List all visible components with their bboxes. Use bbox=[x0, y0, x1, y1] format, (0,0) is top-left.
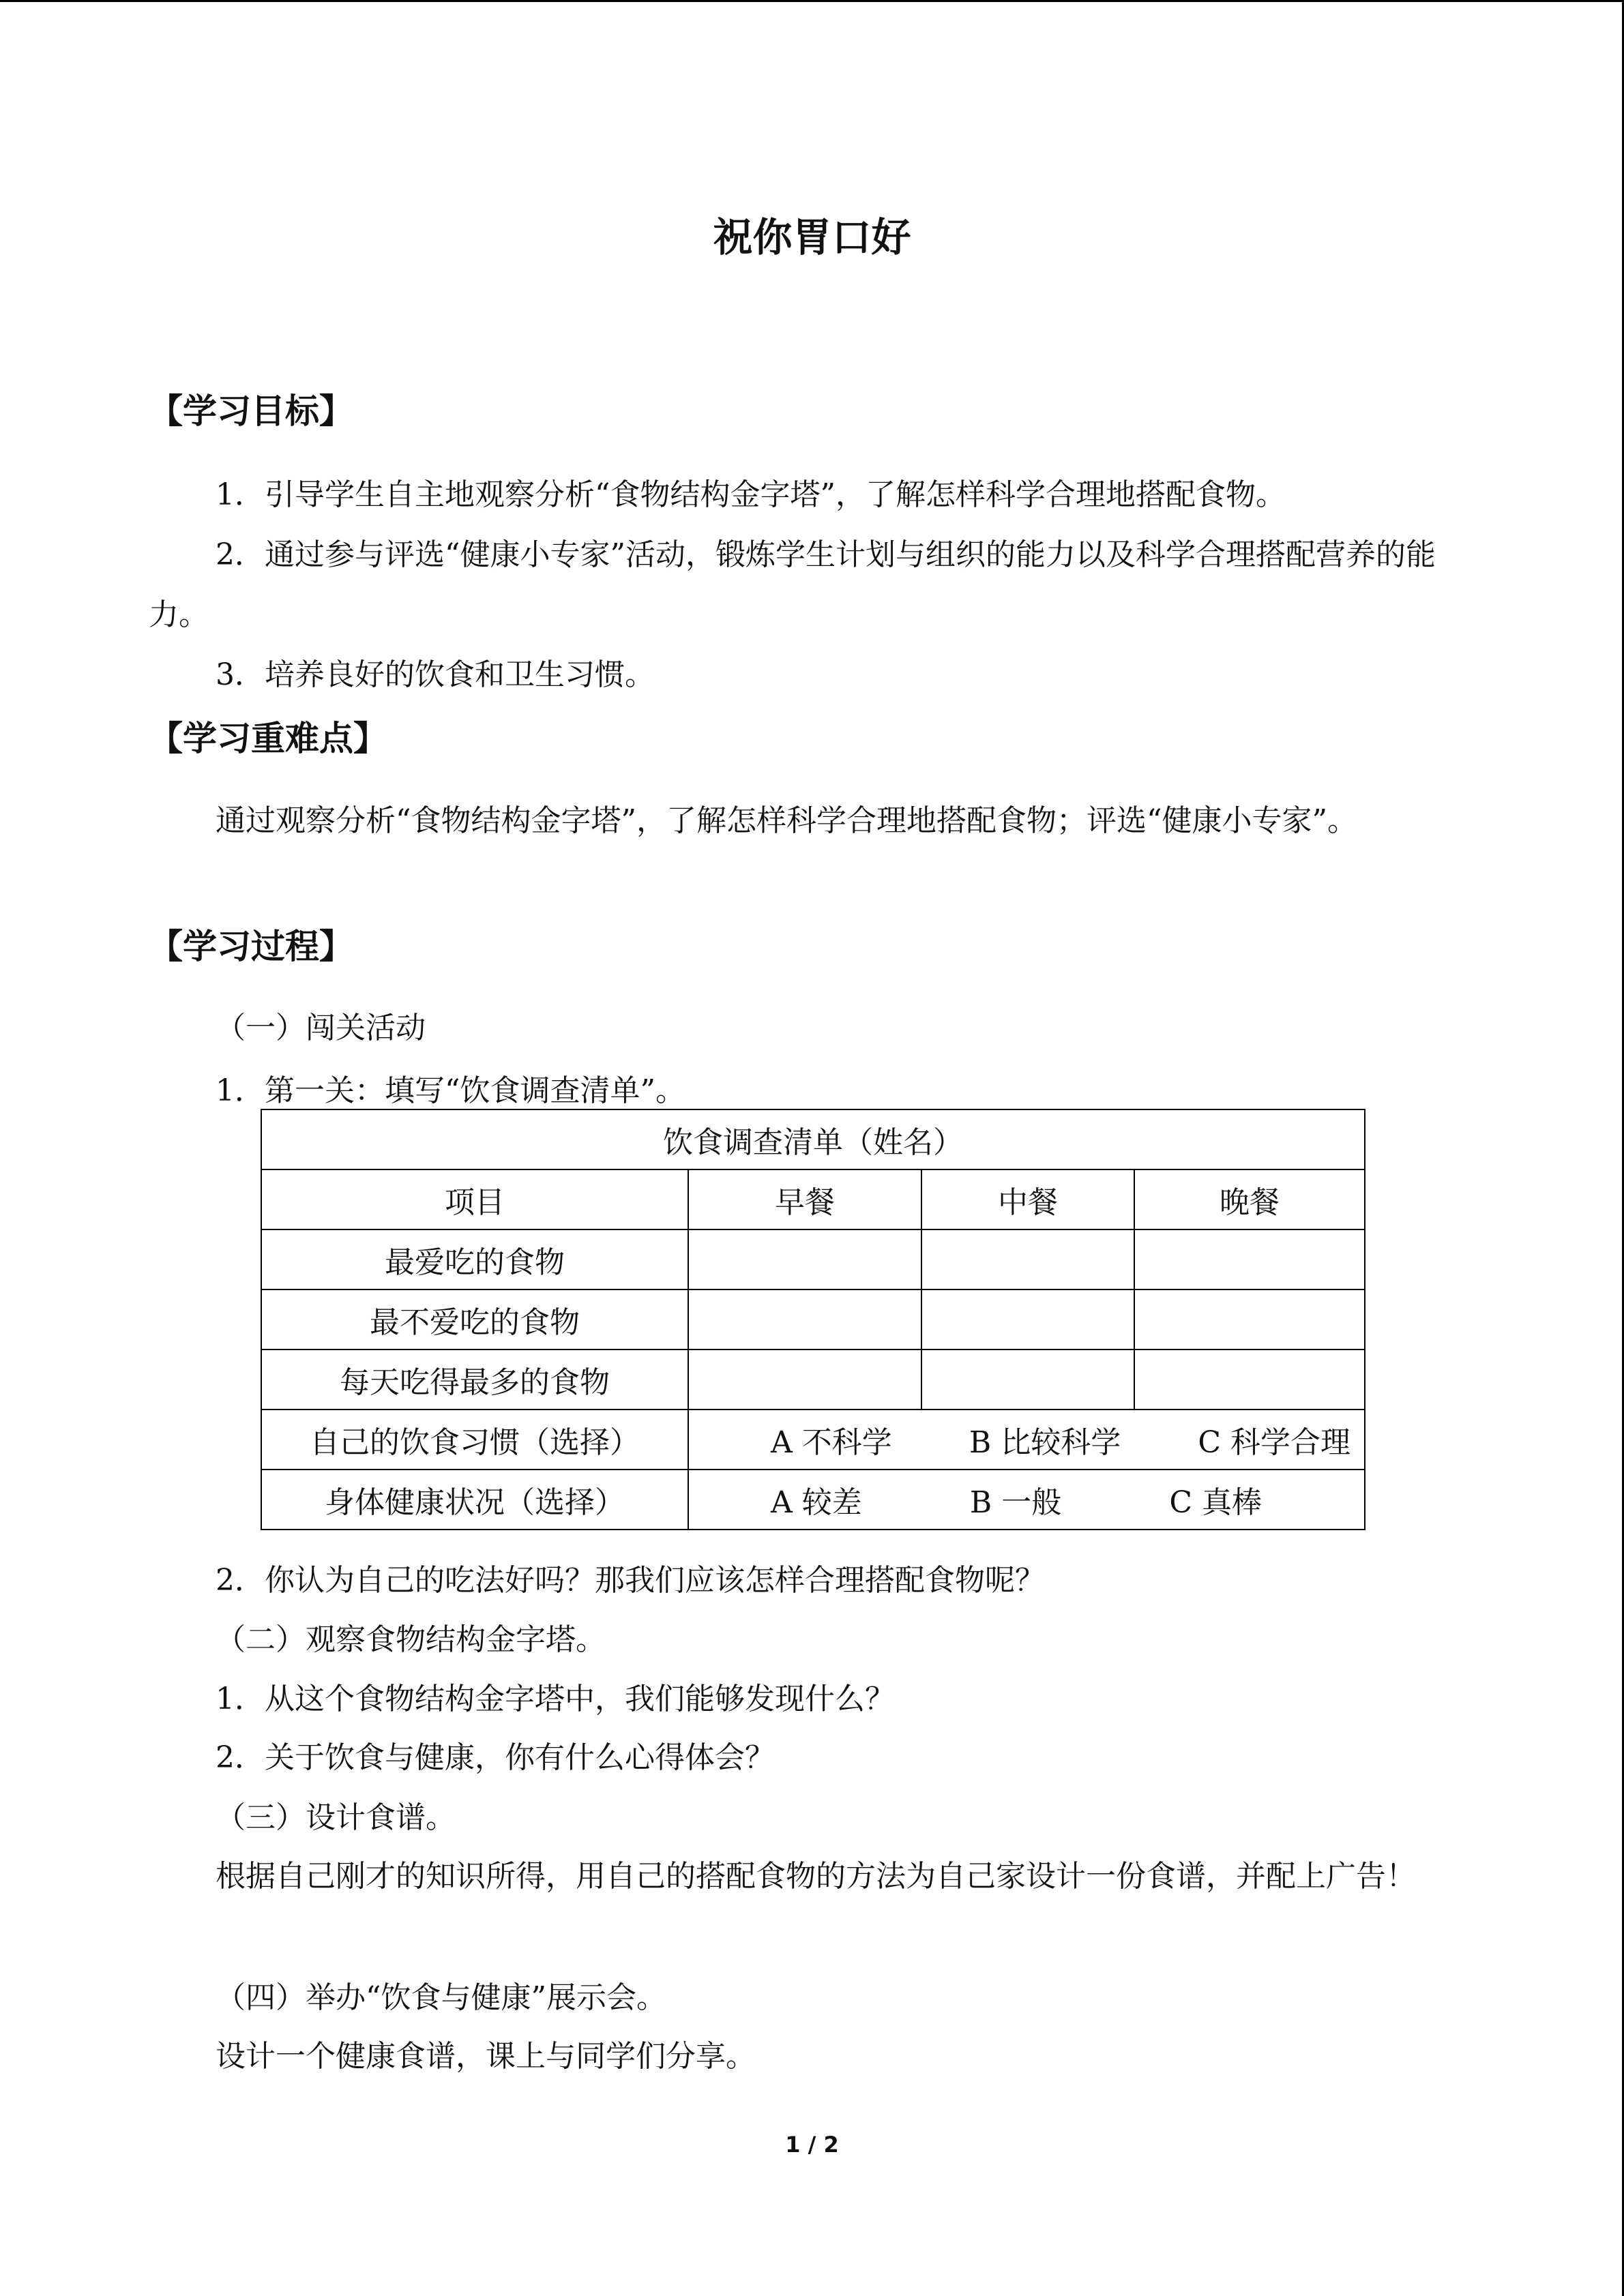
step2-text: 2．你认为自己的吃法好吗？那我们应该怎样合理搭配食物呢？ bbox=[216, 1563, 1045, 1598]
table-header-row bbox=[261, 1169, 1365, 1229]
step1-text: 1．第一关：填写“饮食调查清单”。 bbox=[216, 1073, 685, 1108]
table-row bbox=[261, 1470, 1365, 1530]
blank-cell bbox=[1134, 1289, 1365, 1350]
header-breakfast: 早餐 bbox=[688, 1169, 921, 1229]
goal-item-1: 1．引导学生自主地观察分析“食物结构金字塔”，了解怎样科学合理地搭配食物。 bbox=[216, 477, 1286, 512]
part2-question-1: 1．从这个食物结构金字塔中，我们能够发现什么？ bbox=[216, 1682, 895, 1716]
top-border-rule bbox=[0, 0, 1624, 2]
blank-cell bbox=[1134, 1350, 1365, 1410]
part4-title: （四）举办“饮食与健康”展示会。 bbox=[216, 1980, 666, 2015]
habit-option-c: C 科学合理 bbox=[1198, 1425, 1350, 1460]
diet-survey-table bbox=[261, 1109, 1365, 1530]
header-dinner: 晚餐 bbox=[1134, 1169, 1365, 1229]
goal-item-2: 2．通过参与评选“健康小专家”活动，锻炼学生计划与组织的能力以及科学合理搭配营养的能力。 bbox=[149, 537, 1436, 632]
habit-option-b: B 比较科学 bbox=[969, 1425, 1121, 1460]
habit-options bbox=[688, 1410, 1365, 1470]
header-item: 项目 bbox=[261, 1169, 688, 1229]
table-row bbox=[261, 1229, 1365, 1289]
goal-item-3: 3．培养良好的饮食和卫生习惯。 bbox=[216, 657, 655, 692]
row-label-most-eaten: 每天吃得最多的食物 bbox=[261, 1350, 688, 1410]
table-row bbox=[261, 1289, 1365, 1350]
part1-title: （一）闯关活动 bbox=[216, 1011, 426, 1045]
blank-cell bbox=[921, 1350, 1134, 1410]
row-label-favorite: 最爱吃的食物 bbox=[261, 1229, 688, 1289]
part3-title: （三）设计食谱。 bbox=[216, 1800, 456, 1835]
heading-goals: 【学习目标】 bbox=[149, 391, 353, 431]
row-label-habit: 自己的饮食习惯（选择） bbox=[261, 1410, 688, 1470]
row-label-health: 身体健康状况（选择） bbox=[261, 1470, 688, 1530]
table-caption: 饮食调查清单（姓名） bbox=[261, 1109, 1365, 1169]
part2-title: （二）观察食物结构金字塔。 bbox=[216, 1622, 606, 1657]
heading-process: 【学习过程】 bbox=[149, 927, 353, 966]
blank-cell bbox=[921, 1229, 1134, 1289]
health-option-b: B 一般 bbox=[969, 1485, 1062, 1520]
blank-cell bbox=[921, 1289, 1134, 1350]
health-options bbox=[688, 1470, 1365, 1530]
habit-option-a: A 不科学 bbox=[771, 1425, 892, 1460]
page-number: 1 / 2 bbox=[785, 2132, 839, 2158]
table-row bbox=[261, 1350, 1365, 1410]
health-option-a: A 较差 bbox=[771, 1485, 862, 1520]
blank-cell bbox=[688, 1350, 921, 1410]
table-row bbox=[261, 1410, 1365, 1470]
health-option-c: C 真棒 bbox=[1169, 1485, 1262, 1520]
page-title: 祝你胃口好 bbox=[713, 214, 911, 260]
part2-question-2: 2．关于饮食与健康，你有什么心得体会？ bbox=[216, 1740, 775, 1775]
table-caption-row bbox=[261, 1109, 1365, 1169]
blank-cell bbox=[1134, 1229, 1365, 1289]
blank-cell bbox=[688, 1229, 921, 1289]
key-points-text: 通过观察分析“食物结构金字塔”，了解怎样科学合理地搭配食物；评选“健康小专家”。 bbox=[216, 803, 1357, 838]
part3-text: 根据自己刚才的知识所得，用自己的搭配食物的方法为自己家设计一份食谱，并配上广告！ bbox=[216, 1859, 1416, 1894]
part4-text: 设计一个健康食谱，课上与同学们分享。 bbox=[216, 2039, 756, 2074]
row-label-least-favorite: 最不爱吃的食物 bbox=[261, 1289, 688, 1350]
heading-key-points: 【学习重难点】 bbox=[149, 719, 387, 758]
header-lunch: 中餐 bbox=[921, 1169, 1134, 1229]
blank-cell bbox=[688, 1289, 921, 1350]
